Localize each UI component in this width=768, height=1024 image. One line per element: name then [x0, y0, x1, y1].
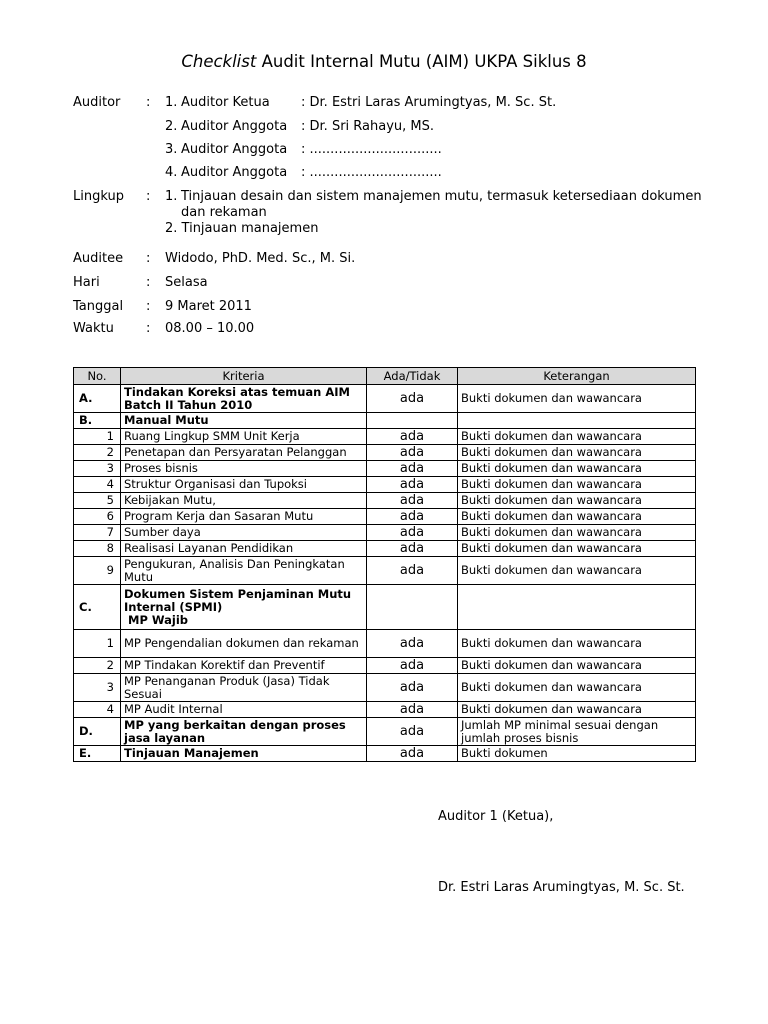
row-keterangan — [458, 413, 696, 429]
row-keterangan: Bukti dokumen dan wawancara — [458, 525, 696, 541]
row-keterangan: Bukti dokumen dan wawancara — [458, 509, 696, 525]
row-no: 1 — [74, 429, 121, 445]
lingkup-label: Lingkup — [73, 189, 124, 204]
row-ada-tidak: ada — [367, 674, 458, 702]
kriteria-text: MP yang berkaitan dengan proses jasa layanan — [124, 717, 346, 745]
row-kriteria — [121, 461, 367, 477]
row-keterangan: Bukti dokumen dan wawancara — [458, 557, 696, 585]
kriteria-text: Tindakan Koreksi atas temuan AIM Batch II Tahun 2010 — [124, 384, 350, 412]
row-keterangan: Bukti dokumen dan wawancara — [458, 541, 696, 557]
row-no: 2 — [74, 445, 121, 461]
auditor-colon: : — [146, 95, 151, 110]
header-ada-tidak: Ada/Tidak — [367, 368, 458, 385]
row-ada-tidak: ada — [367, 385, 458, 413]
kriteria-text: Realisasi Layanan Pendidikan — [124, 541, 294, 555]
row-no: 5 — [74, 493, 121, 509]
row-no: 1 — [74, 630, 121, 658]
row-keterangan: Bukti dokumen dan wawancara — [458, 461, 696, 477]
row-keterangan — [458, 585, 696, 630]
row-ada-tidak: ada — [367, 557, 458, 585]
row-kriteria — [121, 445, 367, 461]
row-keterangan: Bukti dokumen dan wawancara — [458, 630, 696, 658]
row-ada-tidak: ada — [367, 461, 458, 477]
row-no: A. — [74, 385, 121, 413]
table-row — [74, 429, 696, 445]
table-row — [74, 493, 696, 509]
row-no: B. — [74, 413, 121, 429]
row-keterangan: Bukti dokumen dan wawancara — [458, 493, 696, 509]
row-keterangan: Bukti dokumen dan wawancara — [458, 445, 696, 461]
auditor-label: Auditor — [73, 95, 121, 110]
row-kriteria — [121, 630, 367, 658]
row-kriteria — [121, 525, 367, 541]
row-kriteria — [121, 493, 367, 509]
row-kriteria — [121, 477, 367, 493]
row-kriteria — [121, 541, 367, 557]
row-no: 3 — [74, 461, 121, 477]
header-kriteria: Kriteria — [121, 368, 367, 385]
table-row — [74, 658, 696, 674]
row-keterangan: Bukti dokumen dan wawancara — [458, 477, 696, 493]
row-no: C. — [74, 585, 121, 630]
signature-role: Auditor 1 (Ketua), — [438, 809, 554, 824]
row-ada-tidak: ada — [367, 702, 458, 718]
table-row — [74, 630, 696, 658]
table-row — [74, 674, 696, 702]
row-keterangan: Bukti dokumen dan wawancara — [458, 702, 696, 718]
row-ada-tidak — [367, 413, 458, 429]
row-ada-tidak: ada — [367, 445, 458, 461]
row-ada-tidak: ada — [367, 541, 458, 557]
row-kriteria — [121, 557, 367, 585]
row-ada-tidak: ada — [367, 746, 458, 762]
row-kriteria — [121, 674, 367, 702]
row-ada-tidak: ada — [367, 493, 458, 509]
table-row — [74, 557, 696, 585]
row-kriteria — [121, 702, 367, 718]
row-kriteria — [121, 585, 367, 630]
header-keterangan: Keterangan — [458, 368, 696, 385]
row-ada-tidak: ada — [367, 658, 458, 674]
kriteria-text: MP Pengendalian dokumen dan rekaman — [124, 636, 359, 650]
table-row — [74, 585, 696, 630]
table-row — [74, 413, 696, 429]
table-row — [74, 525, 696, 541]
row-kriteria — [121, 718, 367, 746]
row-ada-tidak: ada — [367, 718, 458, 746]
kriteria-subtext: MP Wajib — [124, 612, 189, 627]
row-no: E. — [74, 746, 121, 762]
row-ada-tidak: ada — [367, 429, 458, 445]
kriteria-text: Manual Mutu — [124, 413, 209, 427]
row-no: 8 — [74, 541, 121, 557]
kriteria-text: MP Tindakan Korektif dan Preventif — [124, 658, 325, 672]
row-keterangan: Bukti dokumen dan wawancara — [458, 429, 696, 445]
table-row — [74, 718, 696, 746]
row-kriteria — [121, 385, 367, 413]
kriteria-text: MP Audit Internal — [124, 702, 223, 716]
row-keterangan: Jumlah MP minimal sesuai dengan jumlah proses bisnis — [458, 718, 696, 746]
row-keterangan: Bukti dokumen — [458, 746, 696, 762]
row-ada-tidak: ada — [367, 509, 458, 525]
row-kriteria — [121, 746, 367, 762]
table-row — [74, 445, 696, 461]
row-kriteria — [121, 429, 367, 445]
signature-name: Dr. Estri Laras Arumingtyas, M. Sc. St. — [438, 880, 685, 895]
row-keterangan: Bukti dokumen dan wawancara — [458, 385, 696, 413]
header-no: No. — [74, 368, 121, 385]
table-row — [74, 385, 696, 413]
kriteria-text: Proses bisnis — [124, 461, 198, 475]
row-no: 4 — [74, 702, 121, 718]
row-keterangan: Bukti dokumen dan wawancara — [458, 658, 696, 674]
table-header-row — [74, 368, 696, 385]
row-keterangan: Bukti dokumen dan wawancara — [458, 674, 696, 702]
row-ada-tidak: ada — [367, 525, 458, 541]
row-no: D. — [74, 718, 121, 746]
checklist-table — [73, 367, 696, 762]
row-no: 6 — [74, 509, 121, 525]
row-kriteria — [121, 658, 367, 674]
table-row — [74, 746, 696, 762]
kriteria-text: Dokumen Sistem Penjaminan Mutu Internal (SPMI) — [124, 586, 352, 614]
table-row — [74, 509, 696, 525]
kriteria-text: Pengukuran, Analisis Dan Peningkatan Mutu — [124, 556, 345, 584]
row-kriteria — [121, 413, 367, 429]
document-title: Checklist Audit Internal Mutu (AIM) UKPA Siklus 8 — [181, 52, 587, 71]
row-no: 2 — [74, 658, 121, 674]
row-kriteria — [121, 509, 367, 525]
kriteria-text: Ruang Lingkup SMM Unit Kerja — [124, 429, 300, 443]
kriteria-text: Struktur Organisasi dan Tupoksi — [124, 477, 307, 491]
row-ada-tidak — [367, 585, 458, 630]
table-row — [74, 702, 696, 718]
kriteria-text: Penetapan dan Persyaratan Pelanggan — [124, 445, 347, 459]
kriteria-text: Tinjauan Manajemen — [124, 746, 259, 760]
row-no: 7 — [74, 525, 121, 541]
row-no: 3 — [74, 674, 121, 702]
table-row — [74, 461, 696, 477]
row-no: 4 — [74, 477, 121, 493]
table-row — [74, 477, 696, 493]
row-ada-tidak: ada — [367, 477, 458, 493]
table-row — [74, 541, 696, 557]
row-ada-tidak: ada — [367, 630, 458, 658]
kriteria-text: MP Penanganan Produk (Jasa) Tidak Sesuai — [124, 673, 330, 701]
kriteria-text: Program Kerja dan Sasaran Mutu — [124, 509, 314, 523]
row-no: 9 — [74, 557, 121, 585]
kriteria-text: Kebijakan Mutu, — [124, 493, 216, 507]
kriteria-text: Sumber daya — [124, 525, 201, 539]
